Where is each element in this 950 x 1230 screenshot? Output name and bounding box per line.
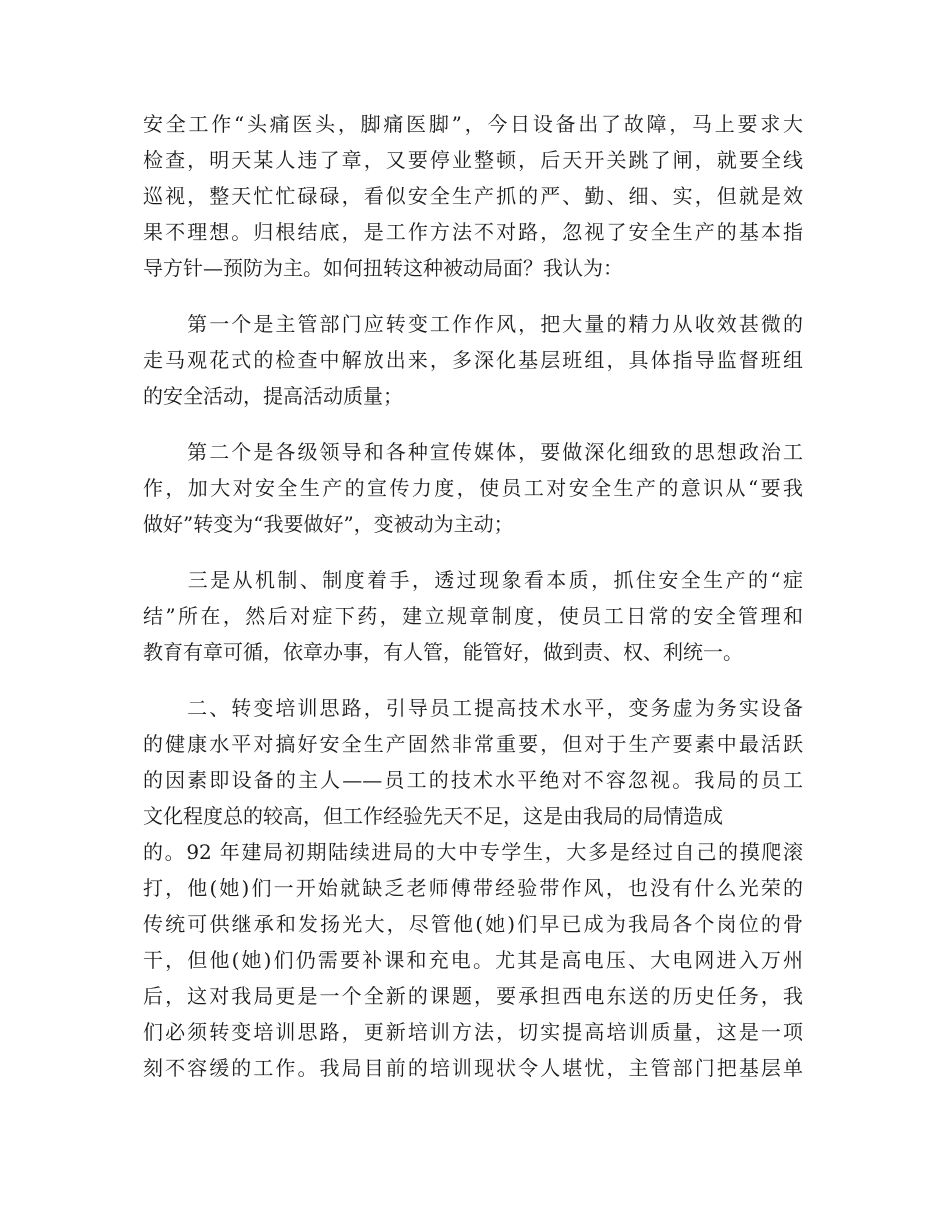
text-line: 走马观花式的检查中解放出来，多深化基层班组，具体指导监督班组 <box>143 348 803 372</box>
text-line: 的因素即设备的主人——员工的技术水平绝对不容忽视。我局的员工 <box>143 768 803 792</box>
text-line: 检查，明天某人违了章，又要停业整顿，后天开关跳了闸，就要全线 <box>143 148 803 172</box>
text-line: 传统可供继承和发扬光大，尽管他(她)们早已成为我局各个岗位的骨 <box>143 912 803 936</box>
text-line: 二、转变培训思路，引导员工提高技术水平，变务虚为务实设备 <box>143 696 803 720</box>
text-line: 的。92 年建局初期陆续进局的大中专学生，大多是经过自己的摸爬滚 <box>143 840 803 864</box>
text-line: 结”所在，然后对症下药，建立规章制度，使员工日常的安全管理和 <box>143 604 803 628</box>
text-line: 三是从机制、制度着手，透过现象看本质，抓住安全生产的“症 <box>143 568 803 592</box>
text-line: 干，但他(她)们仍需要补课和充电。尤其是高电压、大电网进入万州 <box>143 948 803 972</box>
text-line: 作，加大对安全生产的宣传力度，使员工对安全生产的意识从“要我 <box>143 476 803 500</box>
paragraph-3 <box>143 434 803 542</box>
text-line: 们必须转变培训思路，更新培训方法，切实提高培训质量，这是一项 <box>143 1020 803 1044</box>
text-line: 导方针—预防为主。如何扭转这种被动局面？我认为： <box>143 256 623 280</box>
text-line: 的安全活动，提高活动质量； <box>143 384 403 408</box>
text-line: 安全工作“头痛医头，脚痛医脚”，今日设备出了故障，马上要求大 <box>143 112 803 136</box>
paragraph-2 <box>143 306 803 414</box>
paragraph-5 <box>143 690 803 1086</box>
document-body <box>143 106 803 1106</box>
text-line: 的健康水平对搞好安全生产固然非常重要，但对于生产要素中最活跃 <box>143 732 803 756</box>
text-line: 后，这对我局更是一个全新的课题，要承担西电东送的历史任务，我 <box>143 984 803 1008</box>
text-line: 果不理想。归根结底，是工作方法不对路，忽视了安全生产的基本指 <box>143 220 803 244</box>
paragraph-1 <box>143 106 803 286</box>
text-line: 刻不容缓的工作。我局目前的培训现状令人堪忧，主管部门把基层单 <box>143 1056 803 1080</box>
text-line: 第一个是主管部门应转变工作作风，把大量的精力从收效甚微的 <box>143 312 803 336</box>
paragraph-4 <box>143 562 803 670</box>
text-line: 巡视，整天忙忙碌碌，看似安全生产抓的严、勤、细、实，但就是效 <box>143 184 803 208</box>
text-line: 做好”转变为“我要做好”，变被动为主动； <box>143 512 514 536</box>
text-line: 教育有章可循，依章办事，有人管，能管好，做到责、权、利统一。 <box>143 640 743 664</box>
text-line: 第二个是各级领导和各种宣传媒体，要做深化细致的思想政治工 <box>143 440 803 464</box>
text-line: 文化程度总的较高，但工作经验先天不足，这是由我局的局情造成 <box>143 804 723 828</box>
text-line: 打，他(她)们一开始就缺乏老师傅带经验带作风，也没有什么光荣的 <box>143 876 803 900</box>
